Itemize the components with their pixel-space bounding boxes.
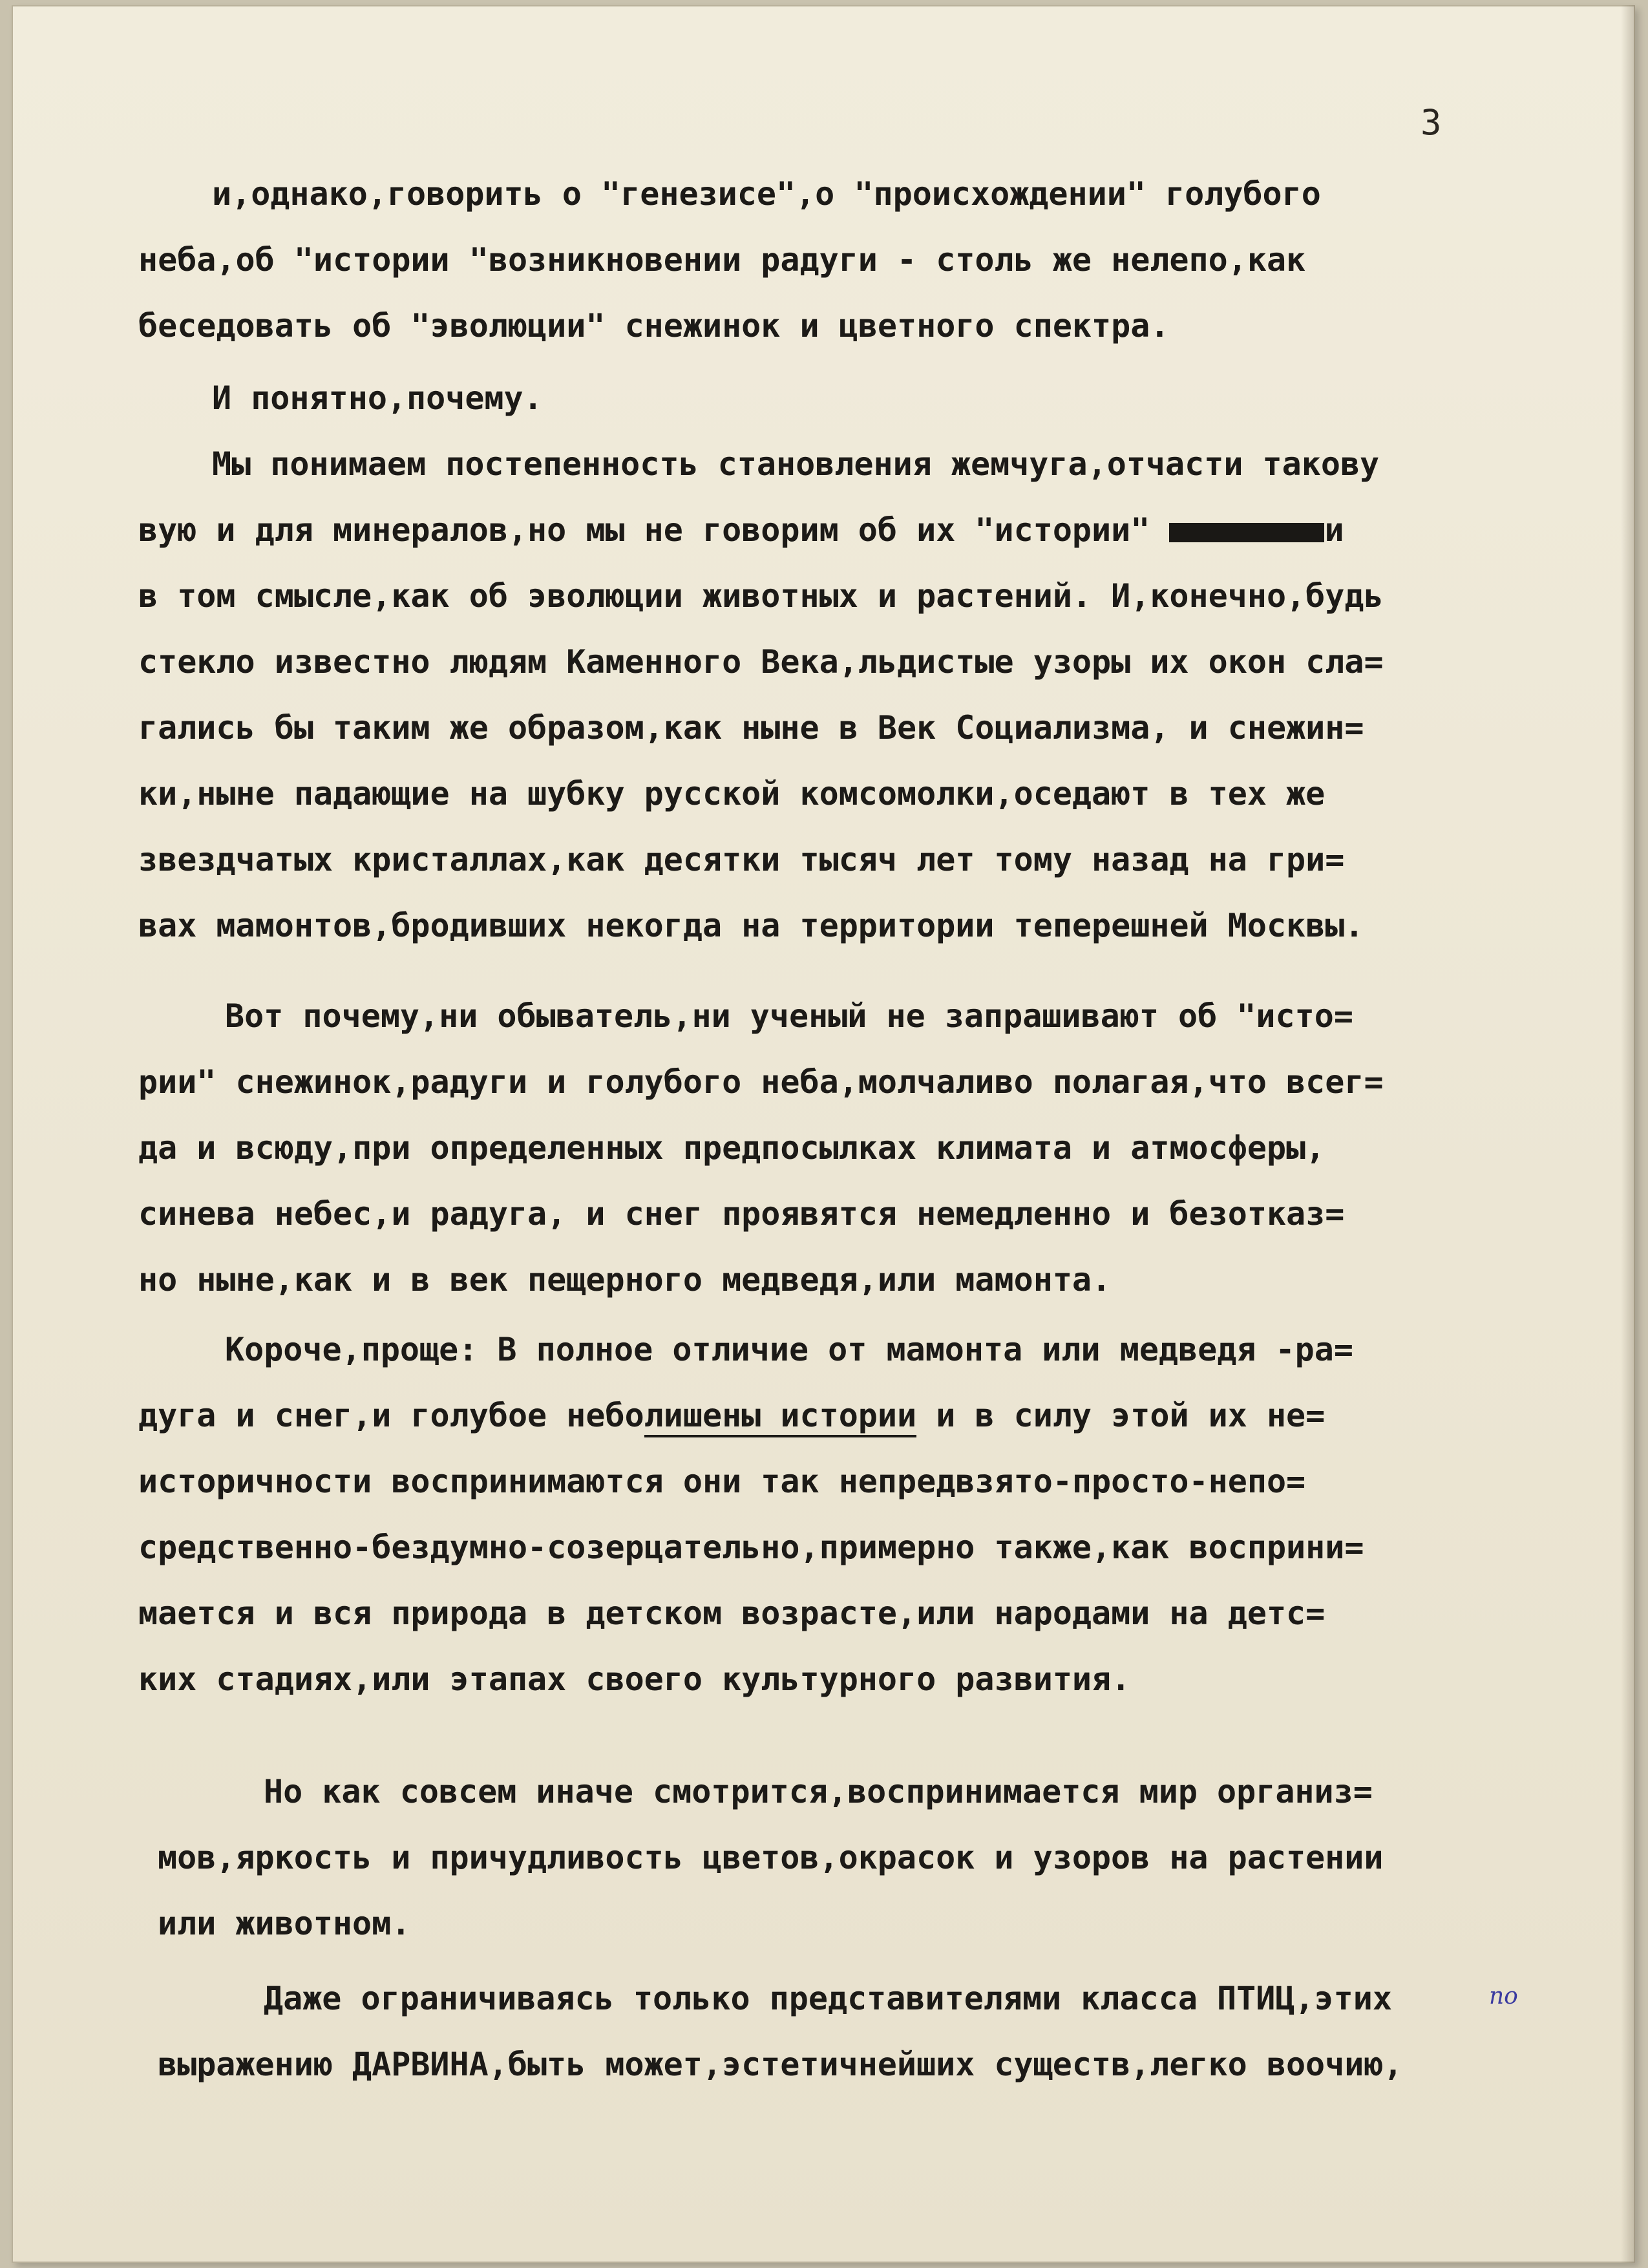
text-line: Вот почему,ни обыватель,ни ученый не запрашивают об "исто= — [225, 997, 1353, 1035]
text-fragment: и в силу этой их не= — [916, 1397, 1326, 1434]
underlined-phrase: лишены истории — [644, 1397, 916, 1437]
text-line: мается и вся природа в детском возрасте,или народами на детс= — [138, 1595, 1326, 1632]
text-line: средственно-бездумно-созерцательно,примерно также,как восприни= — [138, 1529, 1364, 1566]
text-line: звездчатых кристаллах,как десятки тысяч лет тому назад на гри= — [138, 841, 1345, 878]
text-line: Даже ограничиваясь только представителями класса ПТИЦ,этих — [264, 1980, 1392, 2017]
page-edge-shadow — [1621, 5, 1635, 2263]
text-line: стекло известно людям Каменного Века,льдистые узоры их окон сла= — [138, 643, 1384, 681]
text-line: да и всюду,при определенных предпосылках климата и атмосферы, — [138, 1129, 1326, 1167]
document-page — [12, 5, 1635, 2263]
text-fragment: дуга и снег,и голубое небо — [138, 1397, 644, 1434]
text-line: синева небес,и радуга, и снег проявятся немедленно и безотказ= — [138, 1195, 1345, 1233]
text-fragment: и — [1324, 511, 1344, 549]
text-line: в том смысле,как об эволюции животных и растений. И,конечно,будь — [138, 577, 1384, 615]
text-line — [138, 511, 1344, 549]
text-line: гались бы таким же образом,как ныне в Век Социализма, и снежин= — [138, 709, 1364, 747]
text-line: но ныне,как и в век пещерного медведя,или мамонта. — [138, 1261, 1112, 1298]
text-line: рии" снежинок,радуги и голубого неба,молчаливо полагая,что всег= — [138, 1063, 1384, 1101]
text-line: беседовать об "эволюции" снежинок и цветного спектра. — [138, 307, 1170, 344]
text-line: ких стадиях,или этапах своего культурного развития. — [138, 1660, 1131, 1698]
text-line: Но как совсем иначе смотрится,воспринимается мир организ= — [264, 1773, 1373, 1810]
text-line: Короче,проще: В полное отличие от мамонта или медведя -ра= — [225, 1331, 1353, 1368]
handwritten-margin-note: по — [1489, 1983, 1518, 2009]
text-line: неба,об "истории "возникновении радуги - столь же нелепо,как — [138, 241, 1306, 279]
text-line: вах мамонтов,бродивших некогда на территории теперешней Москвы. — [138, 907, 1364, 944]
text-line: историчности воспринимаются они так непредвзято-просто-непо= — [138, 1463, 1306, 1500]
text-line: мов,яркость и причудливость цветов,окрасок и узоров на растении — [158, 1839, 1384, 1876]
text-fragment: вую и для минералов,но мы не говорим об их "истории" — [138, 511, 1150, 549]
text-line: и,однако,говорить о "генезисе",о "происхождении" голубого — [212, 175, 1321, 213]
text-line — [138, 1396, 1325, 1435]
text-line: ки,ныне падающие на шубку русской комсомолки,оседают в тех же — [138, 775, 1326, 812]
text-line: выражению ДАРВИНА,быть может,эстетичнейших существ,легко воочию, — [158, 2046, 1403, 2083]
text-line: или животном. — [158, 1905, 411, 1942]
text-line: Мы понимаем постепенность становления жемчуга,отчасти такову — [212, 445, 1380, 483]
page-number: 3 — [1421, 102, 1442, 143]
text-line: И понятно,почему. — [212, 379, 543, 417]
strikeout-blot — [1169, 523, 1324, 542]
